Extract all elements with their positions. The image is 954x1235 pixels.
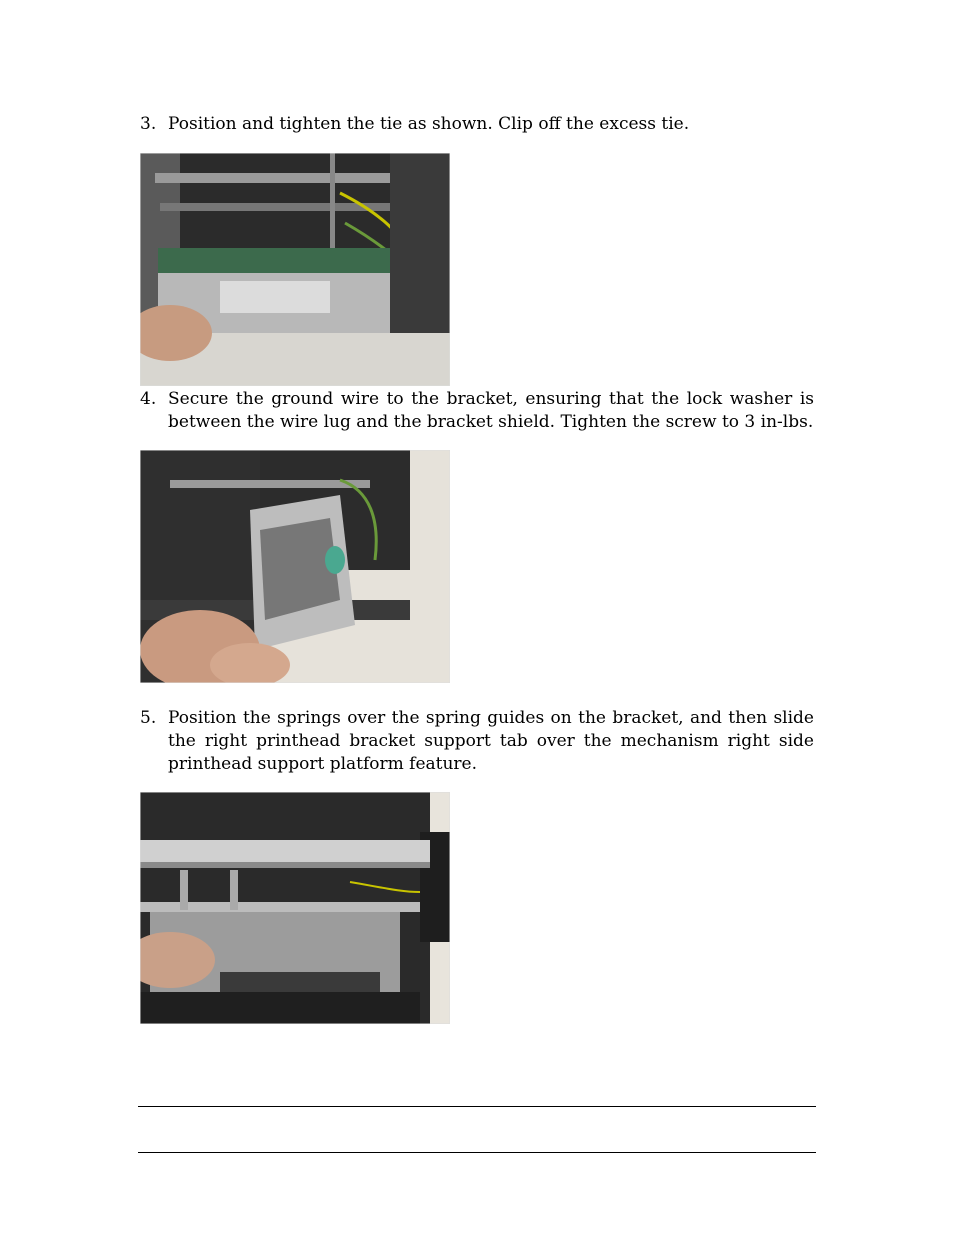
step-text: Position and tighten the tie as shown. Clip off the excess tie. xyxy=(168,114,690,134)
step-number: 3. xyxy=(140,114,157,134)
footer-rule-bottom xyxy=(138,1152,816,1153)
step-text: Secure the ground wire to the bracket, ensuring that the lock washer is between the wire lug and the bracket shield. Tighten the screw to 3 in-lbs. xyxy=(168,389,814,432)
step-number: 5. xyxy=(140,708,157,728)
step-3 xyxy=(140,113,814,136)
footer-rule-top xyxy=(138,1106,816,1107)
step-number: 4. xyxy=(140,389,157,409)
photo-spring-guides xyxy=(140,792,450,1024)
photo-tie-tightened xyxy=(140,153,450,386)
step-5 xyxy=(140,707,814,776)
step-text: Position the springs over the spring guides on the bracket, and then slide the right printhead bracket support tab over the mechanism right side printhead support platform feature. xyxy=(168,708,814,774)
step-4 xyxy=(140,388,814,434)
photo-ground-wire xyxy=(140,450,450,683)
